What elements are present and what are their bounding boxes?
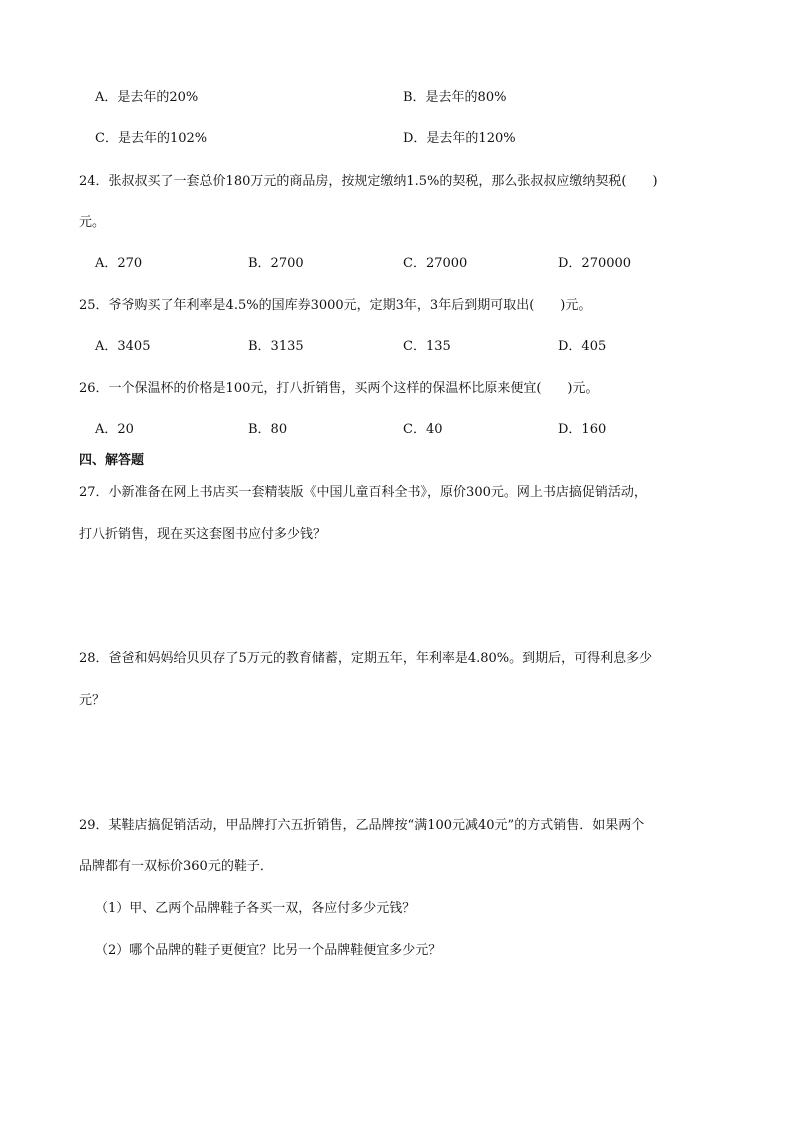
q25-option-a: A．3405: [95, 339, 151, 354]
q28-text-line1: 28．爸爸和妈妈给贝贝存了5万元的教育储蓄，定期五年，年利率是4.80%。到期后，可得利息多少: [79, 651, 653, 666]
q25-text: 25．爷爷购买了年利率是4.5%的国库券3000元，定期3年，3年后到期可取出( )元。: [79, 298, 592, 313]
q23-option-c: C．是去年的102%: [95, 131, 208, 146]
q25-option-b: B．3135: [248, 339, 304, 354]
q26-option-a: A．20: [95, 422, 134, 437]
q26-option-b: B．80: [248, 422, 288, 437]
q25-option-d: D．405: [558, 339, 607, 354]
q24-option-a: A．270: [95, 256, 143, 271]
q24-text-line1: 24．张叔叔买了一套总价180万元的商品房，按规定缴纳1.5%的契税，那么张叔叔应缴纳契税( ): [79, 174, 658, 189]
q24-option-b: B．2700: [248, 256, 304, 271]
q27-text-line1: 27．小新准备在网上书店买一套精装版《中国儿童百科全书》，原价300元。网上书店搞促销活动，: [79, 485, 647, 500]
q24-text-line2: 元。: [79, 215, 106, 230]
q28-text-line2: 元？: [79, 693, 106, 708]
q29-subquestion-2: （2）哪个品牌的鞋子更便宜？比另一个品牌鞋便宜多少元？: [95, 943, 442, 958]
section-heading: 四、解答题: [79, 453, 145, 468]
q25-option-c: C．135: [403, 339, 451, 354]
q26-option-c: C．40: [403, 422, 443, 437]
q24-option-d: D．270000: [558, 256, 632, 271]
q23-option-a: A．是去年的20%: [95, 90, 199, 105]
q29-text-line1: 29．某鞋店搞促销活动，甲品牌打六五折销售，乙品牌按“满100元减40元”的方式销售．如果两个: [79, 818, 645, 833]
q24-option-c: C．27000: [403, 256, 468, 271]
q29-subquestion-1: （1）甲、乙两个品牌鞋子各买一双，各应付多少元钱？: [95, 901, 416, 916]
q26-text: 26．一个保温杯的价格是100元，打八折销售，买两个这样的保温杯比原来便宜( )元。: [79, 381, 599, 396]
q23-option-d: D．是去年的120%: [403, 131, 516, 146]
q26-option-d: D．160: [558, 422, 607, 437]
q27-text-line2: 打八折销售，现在买这套图书应付多少钱？: [79, 527, 327, 542]
q23-option-b: B．是去年的80%: [403, 90, 507, 105]
q29-text-line2: 品牌都有一双标价360元的鞋子．: [79, 859, 273, 874]
